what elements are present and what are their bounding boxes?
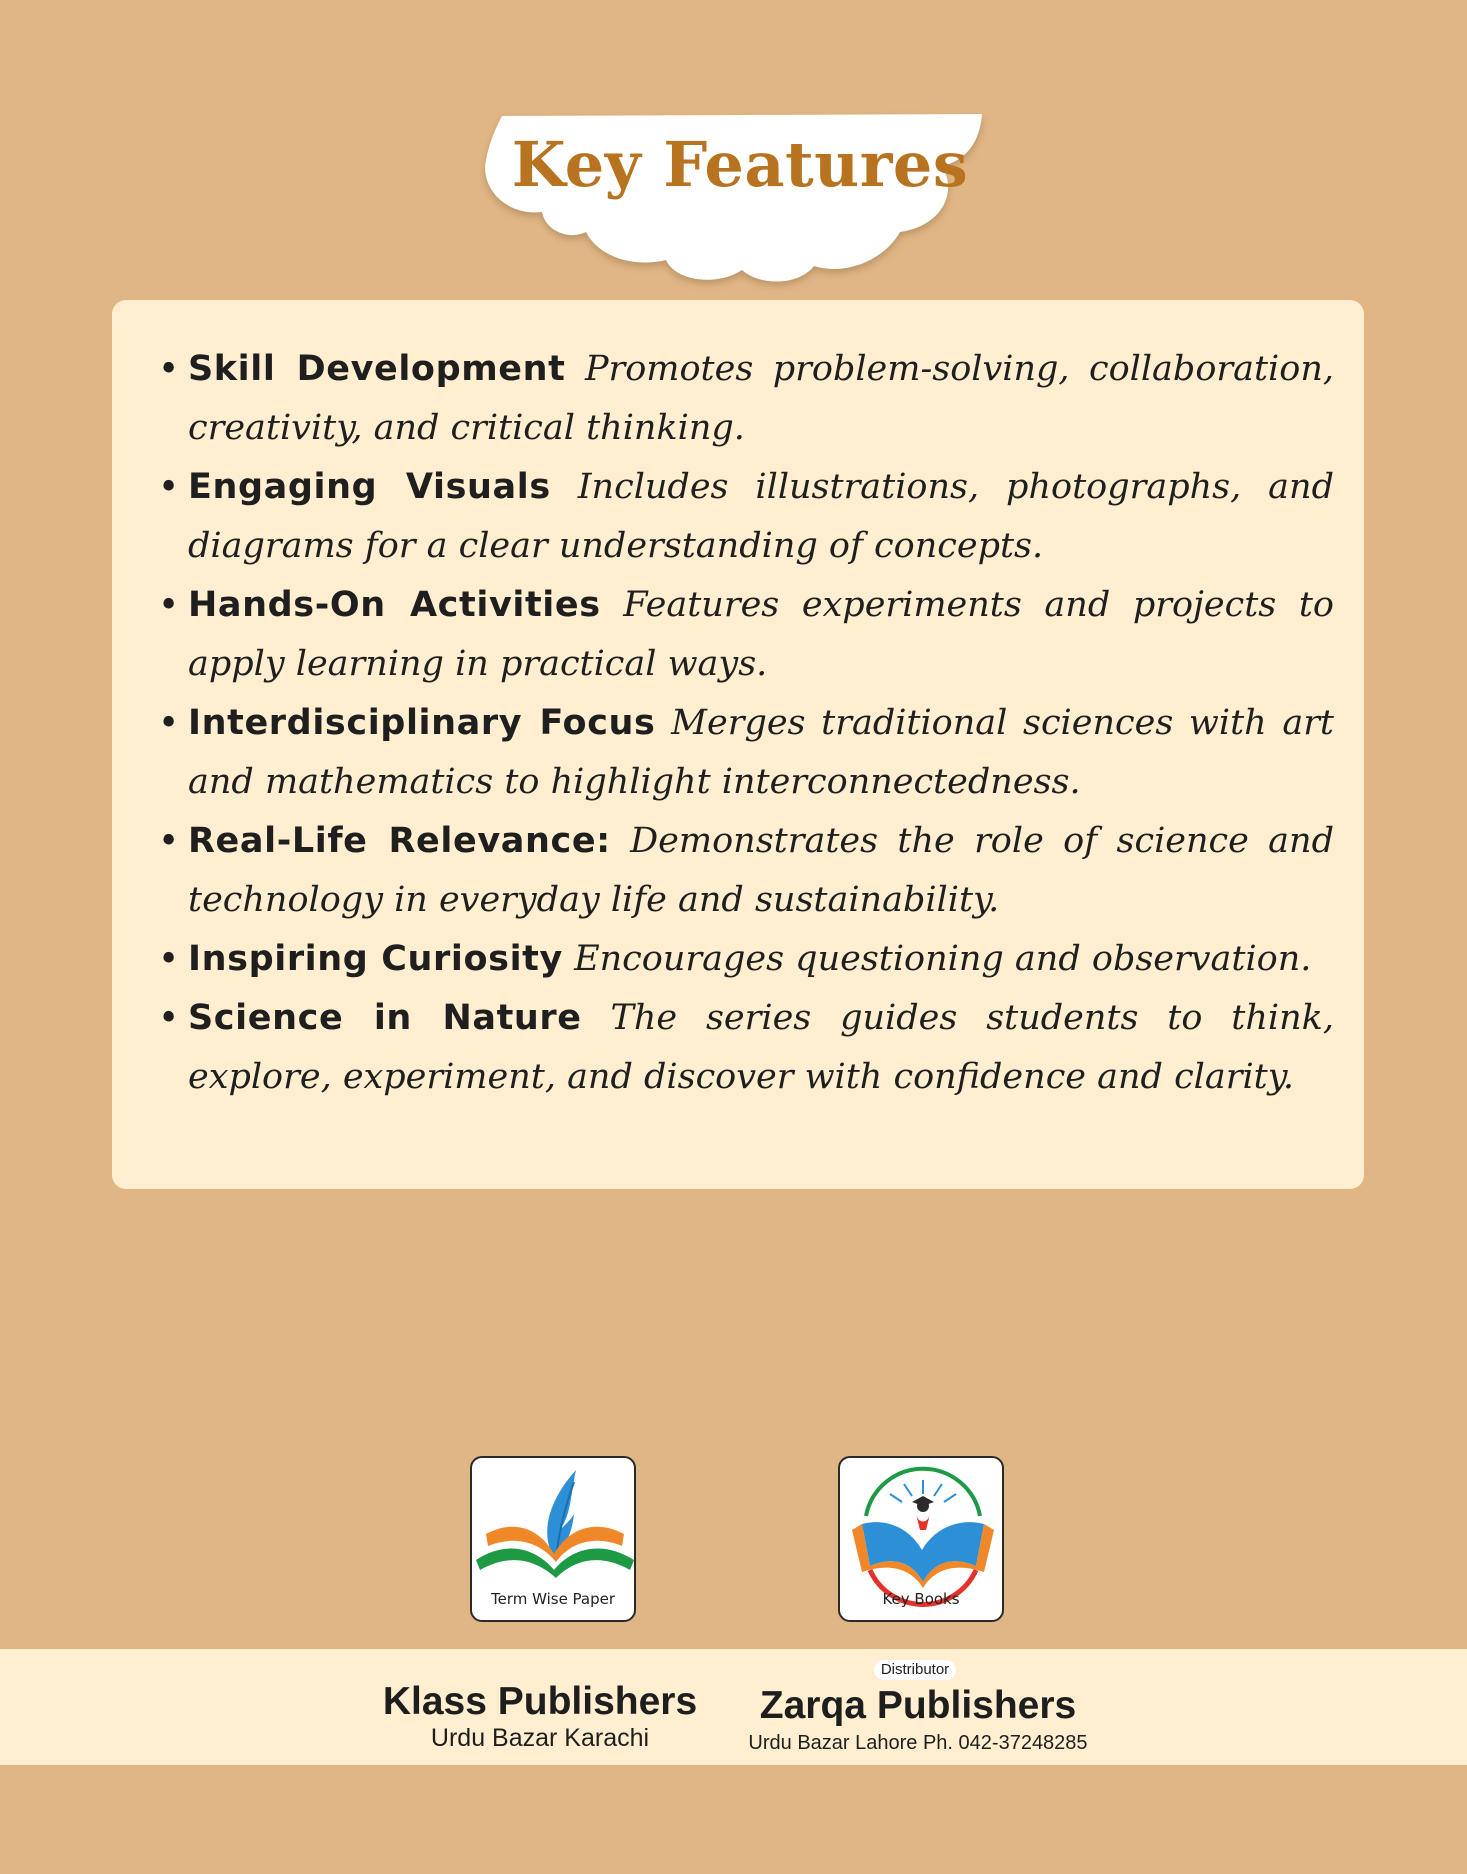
bullet-icon: • [158, 821, 180, 862]
feature-item [156, 989, 1334, 1107]
feature-lead: Interdisciplinary Focus [188, 703, 656, 743]
key-books-logo [838, 1456, 1004, 1622]
feature-item [156, 812, 1334, 930]
feature-item [156, 576, 1334, 694]
title-cloud [480, 100, 1000, 300]
bullet-icon: • [158, 998, 180, 1039]
feature-desc: Includes illustrations, photographs, and diagrams for a clear understanding of concepts. [188, 467, 1334, 566]
feature-desc: Merges traditional sciences with art and mathematics to highlight interconnectedness. [188, 703, 1334, 802]
page-title: Key Features [511, 128, 969, 201]
feature-desc: Promotes problem-solving, collaboration, creativity, and critical thinking. [188, 349, 1334, 448]
bullet-icon: • [158, 703, 180, 744]
feature-desc: The series guides students to think, explore, experiment, and discover with confidence and clarity. [188, 998, 1334, 1097]
feature-desc: Features experiments and projects to apply learning in practical ways. [188, 585, 1334, 684]
feature-lead: Skill Development [188, 349, 566, 389]
publisher-address: Urdu Bazar Lahore Ph. 042-37248285 [748, 1732, 1088, 1754]
zarqa-publishers [722, 1684, 1114, 1755]
feature-item [156, 930, 1334, 989]
publisher-name: Zarqa Publishers [759, 1684, 1077, 1727]
logo-caption: Term Wise Paper [490, 1590, 616, 1608]
bullet-icon: • [158, 349, 180, 390]
publisher-address: Urdu Bazar Karachi [430, 1724, 650, 1752]
feature-lead: Inspiring Curiosity [188, 939, 563, 979]
feature-item [156, 458, 1334, 576]
bullet-icon: • [158, 467, 180, 508]
feature-lead: Hands-On Activities [188, 585, 601, 625]
feature-lead: Real-Life Relevance: [188, 821, 611, 861]
logo-caption: Key Books [882, 1590, 960, 1608]
feature-desc: Demonstrates the role of science and technology in everyday life and sustainability. [188, 821, 1334, 920]
feature-item [156, 340, 1334, 458]
term-wise-paper-logo [470, 1456, 636, 1622]
publisher-name: Klass Publishers [382, 1680, 698, 1723]
feature-lead: Engaging Visuals [188, 467, 551, 507]
bullet-icon: • [158, 939, 180, 980]
feature-lead: Science in Nature [188, 998, 582, 1038]
bullet-icon: • [158, 585, 180, 626]
klass-publishers [350, 1680, 730, 1753]
features-card [112, 300, 1364, 1189]
feature-item [156, 694, 1334, 812]
distributor-label: Distributor [874, 1660, 956, 1680]
feature-desc: Encourages questioning and observation. [574, 939, 1312, 979]
